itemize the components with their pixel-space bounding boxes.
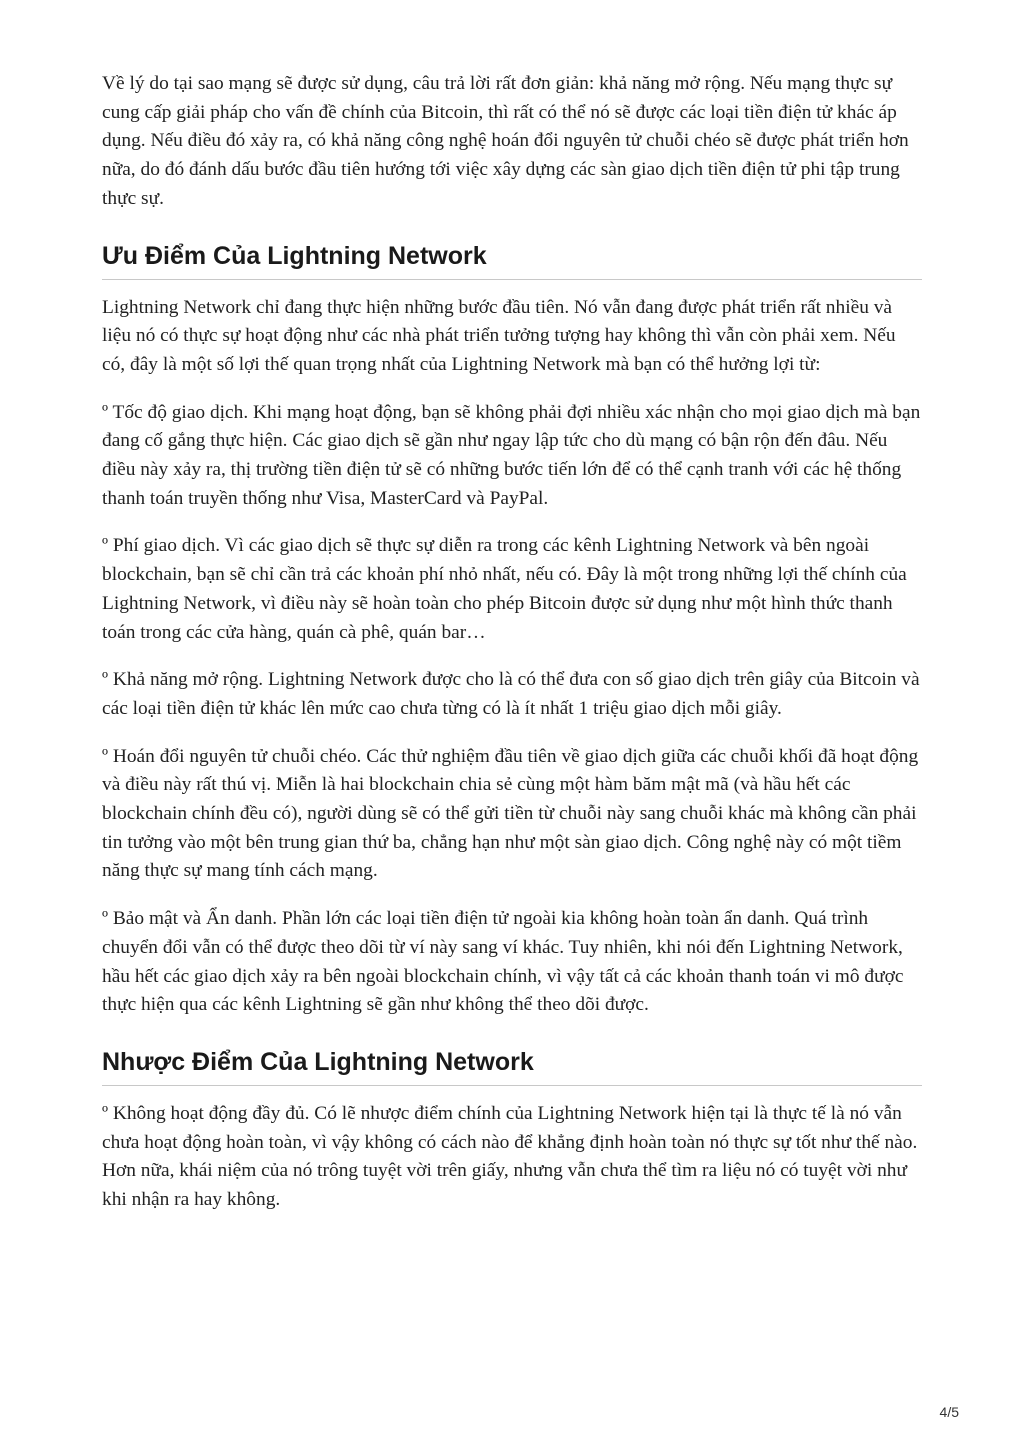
disadvantage-not-fully-functional: º Không hoạt động đầy đủ. Có lẽ nhược điểm chính của Lightning Network hiện tại là thực tế là nó vẫn chưa hoạt động hoàn toàn, vì vậy không có cách nào để khẳng định hoàn toàn nó thực sự tốt như thế nào. Hơn nữa, khái niệm của nó trông tuyệt vời trên giấy, nhưng vẫn chưa thể tìm ra liệu nó có tuyệt vời như khi nhận ra hay không. (102, 1102, 918, 1211)
advantage-privacy: º Bảo mật và Ẩn danh. Phần lớn các loại tiền điện tử ngoài kia không hoàn toàn ẩn danh. Quá trình chuyển đổi vẫn có thể được theo dõi từ ví này sang ví khác. Tuy nhiên, khi nói đến Lightning Network, hầu hết các giao dịch xảy ra bên ngoài blockchain chính, vì vậy tất cả các khoản thanh toán vi mô được thực hiện qua các kênh Lightning sẽ gần như không thể theo dõi được. (102, 908, 904, 1016)
advantage-transaction-speed: º Tốc độ giao dịch. Khi mạng hoạt động, bạn sẽ không phải đợi nhiều xác nhận cho mọi giao dịch mà bạn đang cố gắng thực hiện. Các giao dịch sẽ gần như ngay lập tức cho dù mạng có bận rộn đến đâu. Nếu điều này xảy ra, thị trường tiền điện tử sẽ có những bước tiến lớn để có thể cạnh tranh với các hệ thống thanh toán truyền thống như Visa, MasterCard và PayPal. (102, 401, 921, 509)
advantages-heading: Ưu Điểm Của Lightning Network (102, 240, 922, 280)
page-number: 4/5 (939, 1404, 959, 1420)
disadvantages-heading: Nhược Điểm Của Lightning Network (102, 1046, 922, 1086)
article-content (102, 70, 922, 1234)
intro-paragraph: Về lý do tại sao mạng sẽ được sử dụng, câu trả lời rất đơn giản: khả năng mở rộng. Nếu mạng thực sự cung cấp giải pháp cho vấn đề chính của Bitcoin, thì rất có thể nó sẽ được các loại tiền điện tử khác áp dụng. Nếu điều đó xảy ra, có khả năng công nghệ hoán đổi nguyên tử chuỗi chéo sẽ được phát triển hơn nữa, do đó đánh dấu bước đầu tiên hướng tới việc xây dựng các sàn giao dịch tiền điện tử phi tập trung thực sự. (102, 73, 909, 209)
advantages-intro: Lightning Network chỉ đang thực hiện những bước đầu tiên. Nó vẫn đang được phát triển rất nhiều và liệu nó có thực sự hoạt động như các nhà phát triển tưởng tượng hay không thì vẫn còn phải xem. Nếu có, đây là một số lợi thế quan trọng nhất của Lightning Network mà bạn có thể hưởng lợi từ: (102, 296, 896, 375)
advantage-transaction-fees: º Phí giao dịch. Vì các giao dịch sẽ thực sự diễn ra trong các kênh Lightning Network và bên ngoài blockchain, bạn sẽ chỉ cần trả các khoản phí nhỏ nhất, nếu có. Đây là một trong những lợi thế chính của Lightning Network, vì điều này sẽ hoàn toàn cho phép Bitcoin được sử dụng như một hình thức thanh toán trong các cửa hàng, quán cà phê, quán bar… (102, 535, 907, 643)
advantage-scalability: º Khả năng mở rộng. Lightning Network được cho là có thể đưa con số giao dịch trên giây của Bitcoin và các loại tiền điện tử khác lên mức cao chưa từng có là ít nhất 1 triệu giao dịch mỗi giây. (102, 669, 920, 719)
advantage-atomic-swaps: º Hoán đổi nguyên tử chuỗi chéo. Các thử nghiệm đầu tiên về giao dịch giữa các chuỗi khối đã hoạt động và điều này rất thú vị. Miễn là hai blockchain chia sẻ cùng một hàm băm mật mã (và hầu hết các blockchain chính đều có), người dùng sẽ có thể gửi tiền từ chuỗi này sang chuỗi khác mà không cần phải tin tưởng vào một bên trung gian thứ ba, chẳng hạn như một sàn giao dịch. Công nghệ này có một tiềm năng thực sự mang tính cách mạng. (102, 745, 919, 882)
